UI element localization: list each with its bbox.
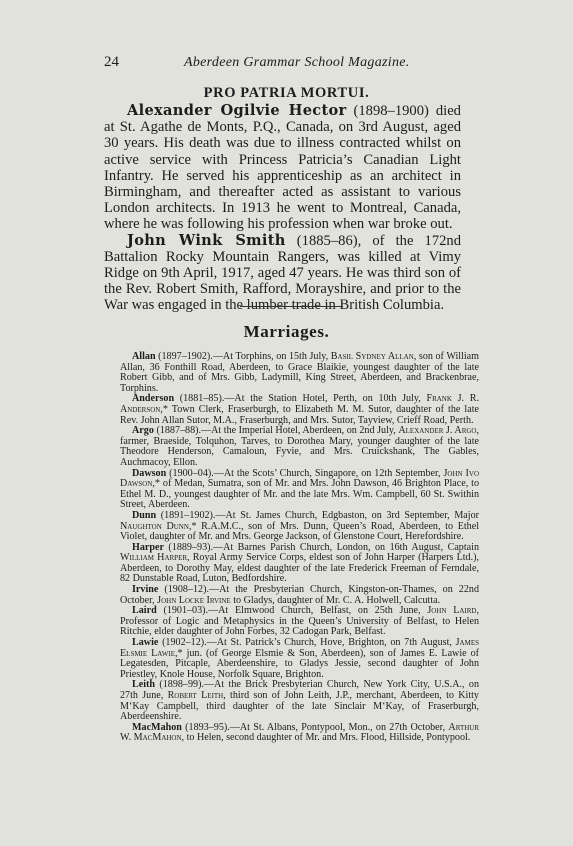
entry-text: (1889–93).—At Barnes Parish Church, London, on 16th August, Captain <box>163 541 479 553</box>
obituary-text: (1898–1900) died at St. Agathe de Monts, P.Q., Canada, on 3rd August, aged 30 years. His death was due to illness contracted whilst on active service with Princess Patricia’s Canadian Light Infantry. He served his apprenticeship as an architect in Birmingham, and thereafter acted as assistant to various London architects. In 1913 he went to Montreal, Canada, where he was following his profession when war broke out. <box>104 103 461 233</box>
page-header <box>104 54 504 74</box>
entry-groom: Frank J. R. Anderson, <box>120 393 479 415</box>
entry-text: Royal Army Service Corps, eldest son of John Harper (Harpers Ltd.), Aberdeen, to Dorothy May, eldest daughter of the late Frederick Freeman of Ferndale, 82 Dunstable Road, Luton, Bedfordshire. <box>120 552 479 585</box>
entry-text: * Town Clerk, Fraserburgh, to Elizabeth M. M. Sutor, daughter of the late Rev. John Allan Sutor, M.A., Fraserburgh, and Mrs. Sutor, Tayview, Crieff Road, Perth. <box>120 403 479 426</box>
entry-groom: William Harper, <box>120 552 190 564</box>
marriage-entry <box>120 511 479 543</box>
obituary-entry <box>104 103 461 233</box>
entry-text: farmer, Braeside, Tolquhon, Tarves, to Dorothea Mary, younger daughter of the late Theodore Henderson, Camaloun, Fyvie, and Mrs. Cruickshank, The Gables, Auchmacoy, Ellon. <box>120 435 479 468</box>
entry-text: to Gladys, daughter of Mr. C. A. Holwell, Calcutta. <box>230 594 441 606</box>
marriage-entry <box>120 543 479 585</box>
page-number: 24 <box>104 54 119 70</box>
entry-text: (1908–12).—At the Presbyterian Church, Kingston-on-Thames, on 22nd October, <box>120 584 479 606</box>
entry-text: (1897–1902).—At Torphins, on 15th July, <box>155 351 331 362</box>
entry-surname: MacMahon <box>132 721 182 733</box>
entry-text: (1891–1902).—At St. James Church, Edgbaston, on 3rd September, Major <box>156 509 479 521</box>
marriage-entry <box>120 426 479 468</box>
obituary-entry <box>104 233 461 314</box>
entry-surname: Argo <box>132 425 154 437</box>
entry-text: third son of John Leith, J.P., merchant, Aberdeen, to Kitty M‘Kay Campbell, third daughter of the late Sinclair M‘Kay, of Fraserburgh, Aberdeenshire. <box>120 690 479 723</box>
marriage-entry <box>120 723 479 744</box>
entry-groom: Alexander J. Argo, <box>398 425 479 437</box>
entry-groom: John Ivo Dawson, <box>120 467 479 490</box>
marriages-list <box>120 352 479 744</box>
entry-text: * of Medan, Sumatra, son of Mr. and Mrs. John Dawson, 46 Brighton Place, to Ethel M. D., youngest daughter of Mr. and the late Mrs. Wm. Campbell, 60 St. Swithin Street, Aberdeen. <box>120 478 479 511</box>
running-title: Aberdeen Grammar School Magazine. <box>184 55 410 70</box>
entry-groom: Arthur W. MacMahon, <box>120 721 479 744</box>
entry-groom: Robert Leith, <box>167 690 226 701</box>
marriage-entry <box>120 352 479 394</box>
entry-text: (1881–85).—At the Station Hotel, Perth, on 10th July, <box>174 393 427 405</box>
entry-surname: Irvine <box>132 584 159 596</box>
entry-text: (1898–99).—At the Brick Presbyterian Church, New York City, U.S.A., on 27th June, <box>120 679 479 701</box>
entry-surname: Harper <box>132 541 164 553</box>
section-title: PRO PATRIA MORTUI. <box>203 85 370 101</box>
entry-text: to Helen, second daughter of Mr. and Mrs. Flood, Hillside, Pontypool. <box>184 732 471 744</box>
entry-surname: Leith <box>132 679 155 691</box>
entry-surname: Lawie <box>132 637 159 649</box>
entry-groom: Basil Sydney Allan, <box>330 351 417 362</box>
entry-groom: James Elsmie Lawie, <box>120 637 479 659</box>
entry-surname: Dawson <box>132 467 167 479</box>
obituary-name: John Wink Smith <box>127 231 286 249</box>
entry-text: son of William Allan, 36 Fonthill Road, Aberdeen, to Grace Blaikie, youngest daughter of the late Robert Gibb, and of Mrs. Gibb, Ladymill, King Street, Aberdeen, and Brackenbrae, Torphins. <box>120 351 479 394</box>
marriage-entry <box>120 394 479 426</box>
entry-text: (1887–88).—At the Imperial Hotel, Aberdeen, on 2nd July, <box>153 425 399 437</box>
marriage-entry <box>120 638 479 680</box>
entry-text: Professor of Logic and Metaphysics in the Queen’s University of Belfast, to Helen Ritchie, elder daughter of John Forbes, 32 Cadogan Park, Belfast. <box>120 615 479 638</box>
entry-text: (1893–95).—At St. Albans, Pontypool, Mon., on 27th October, <box>181 721 449 733</box>
entry-text: (1900–04).—At the Scots’ Church, Singapore, on 12th September, <box>166 467 444 479</box>
entry-surname: Anderson <box>132 393 175 405</box>
entry-surname: Allan <box>132 351 156 362</box>
entry-groom: Naughton Dunn, <box>120 520 192 532</box>
entry-surname: Dunn <box>132 509 157 521</box>
entry-text: (1901–03).—At Elmwood Church, Belfast, on 25th June, <box>156 605 428 617</box>
obituaries <box>104 103 461 314</box>
obituary-text: (1885–86), of the 172nd Battalion Rocky Mountain Rangers, was killed at Vimy Ridge on 9th April, 1917, aged 47 years. He was third son of the Rev. Robert Smith, Rafford, Morayshire, and prior to the War was engaged in the lumber trade in British Columbia. <box>104 232 462 314</box>
entry-surname: Laird <box>132 605 157 617</box>
entry-groom: John Locke Irvine <box>157 594 231 606</box>
entry-text: (1902–12).—At St. Patrick’s Church, Hove, Brighton, on 7th August, <box>158 637 456 649</box>
marriage-entry <box>120 680 479 722</box>
obituary-name: Alexander Ogilvie Hector <box>127 102 347 119</box>
marriage-entry <box>120 469 479 511</box>
entry-groom: John Laird, <box>427 605 479 617</box>
entry-text: * jun. (of George Elsmie & Son, Aberdeen), son of James E. Lawie of Legatesden, Pitcaple, Aberdeenshire, to Gladys Jessie, second daughter of John Priestley, Knole House, Norfolk Square, Brighton. <box>120 647 480 680</box>
marriage-entry <box>120 606 479 638</box>
marriages-heading: Marriages. <box>243 322 330 341</box>
entry-text: * R.A.M.C., son of Mrs. Dunn, Queen’s Road, Aberdeen, to Ethel Violet, daughter of Mr. and Mrs. George Jackson, of Glenstone Court, Herefordshire. <box>120 520 479 543</box>
section-divider <box>240 306 343 307</box>
marriage-entry <box>120 585 479 606</box>
